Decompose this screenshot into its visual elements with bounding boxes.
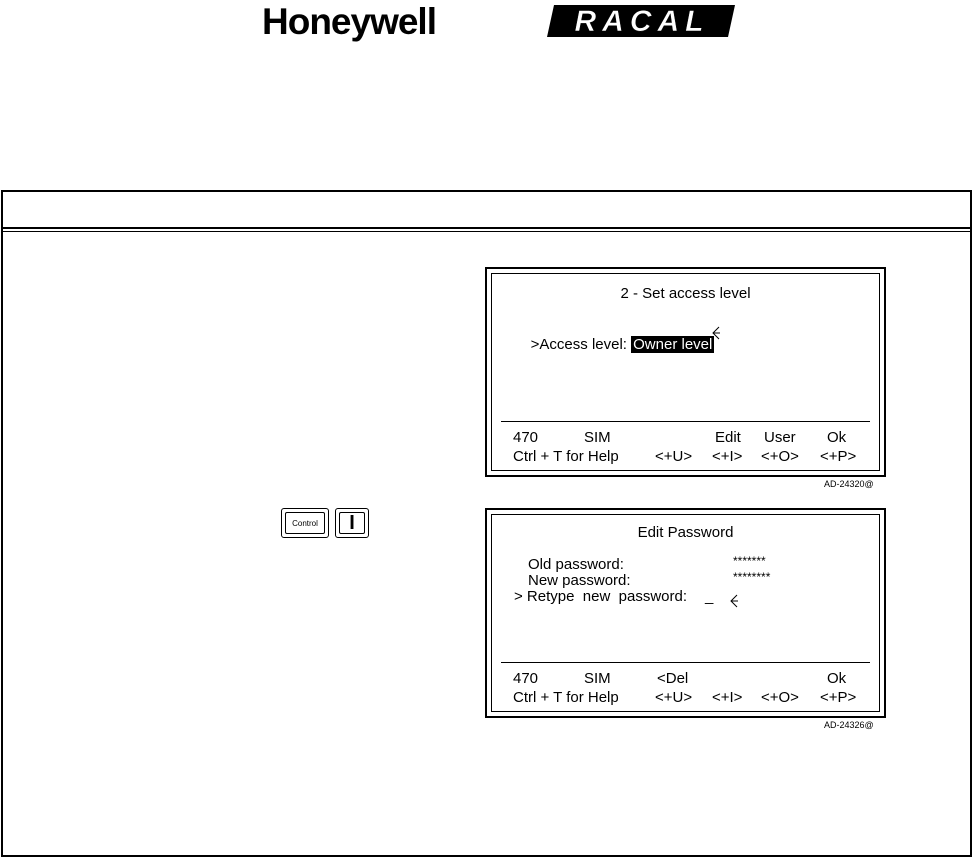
shortcut-p: <+P> bbox=[820, 689, 857, 706]
racal-logo-text: RACAL bbox=[574, 5, 710, 38]
i-key bbox=[335, 508, 369, 538]
access-level-value[interactable]: Owner level bbox=[633, 336, 713, 353]
softkey-separator bbox=[501, 421, 870, 422]
figure-ref: AD-24320@ bbox=[824, 479, 874, 489]
set-access-level-screen bbox=[485, 267, 886, 477]
softkey-470[interactable]: 470 bbox=[513, 670, 539, 687]
shortcut-u: <+U> bbox=[655, 448, 693, 465]
access-level-label: >Access level: bbox=[530, 336, 632, 353]
cursor-icon bbox=[711, 326, 721, 340]
softkey-delete[interactable]: <Del bbox=[657, 670, 689, 687]
screen-title: Edit Password bbox=[637, 524, 734, 541]
frame-header bbox=[3, 192, 970, 229]
racal-logo bbox=[546, 4, 736, 38]
shortcut-o: <+O> bbox=[761, 448, 799, 465]
new-password-value: ******** bbox=[733, 570, 771, 584]
retype-password-input[interactable]: _ bbox=[705, 588, 714, 605]
softkey-sim[interactable]: SIM bbox=[584, 429, 611, 446]
softkey-edit[interactable]: Edit bbox=[715, 429, 741, 446]
cursor-icon bbox=[729, 594, 739, 608]
shortcut-u: <+U> bbox=[655, 689, 693, 706]
new-password-label: New password: bbox=[528, 572, 631, 589]
softkey-470[interactable]: 470 bbox=[513, 429, 539, 446]
softkey-ok[interactable]: Ok bbox=[827, 429, 847, 446]
old-password-value: ******* bbox=[733, 554, 766, 568]
screen-border bbox=[491, 273, 880, 471]
softkey-ok[interactable]: Ok bbox=[827, 670, 847, 687]
help-hint: Ctrl + T for Help bbox=[513, 689, 619, 706]
shortcut-o: <+O> bbox=[761, 689, 799, 706]
shortcut-i: <+I> bbox=[712, 448, 743, 465]
control-key bbox=[281, 508, 329, 538]
honeywell-logo: Honeywell bbox=[262, 1, 436, 42]
help-hint: Ctrl + T for Help bbox=[513, 448, 619, 465]
screen-title: 2 - Set access level bbox=[620, 285, 751, 302]
softkey-sim[interactable]: SIM bbox=[584, 670, 611, 687]
shortcut-p: <+P> bbox=[820, 448, 857, 465]
shortcut-i: <+I> bbox=[712, 689, 743, 706]
softkey-separator bbox=[501, 662, 870, 663]
softkey-user[interactable]: User bbox=[764, 429, 796, 446]
access-level-line bbox=[514, 319, 714, 370]
retype-password-label: > Retype new password: bbox=[514, 588, 688, 605]
control-key-label: Control bbox=[285, 512, 325, 534]
figure-ref: AD-24326@ bbox=[824, 720, 874, 730]
edit-password-screen bbox=[485, 508, 886, 718]
old-password-label: Old password: bbox=[528, 556, 624, 573]
i-key-label: I bbox=[339, 512, 365, 534]
